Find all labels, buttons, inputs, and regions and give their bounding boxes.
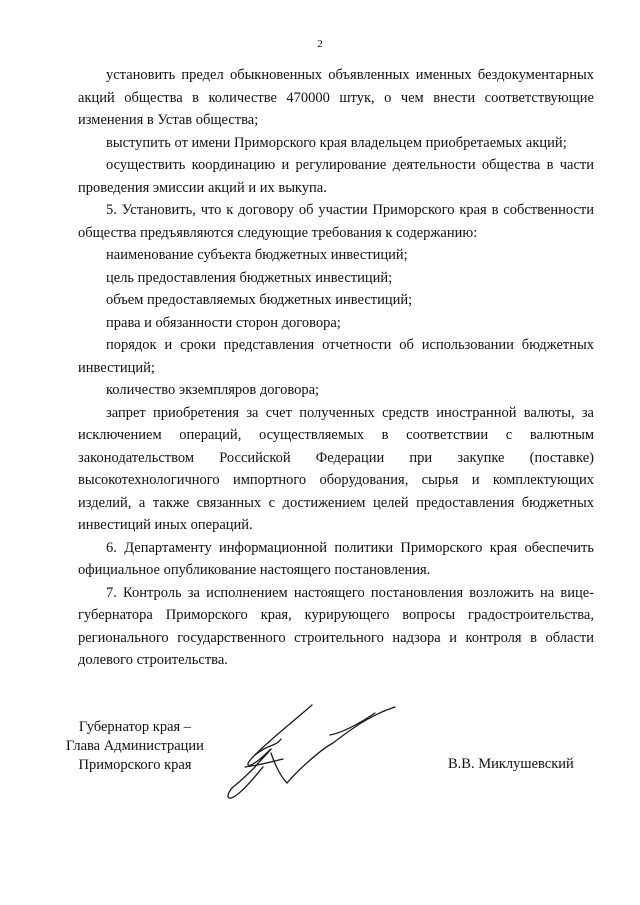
paragraph: порядок и сроки представления отчетности об использовании бюджетных инвестиций; (78, 337, 594, 376)
paragraph: наименование субъекта бюджетных инвестиций; (106, 247, 408, 263)
paragraph: права и обязанности сторон договора; (106, 314, 341, 331)
signer-title-line: Глава Администрации (66, 738, 204, 754)
signer-title-line: Губернатор края – (78, 719, 192, 735)
paragraph: количество экземпляров договора; (106, 382, 320, 398)
paragraph: 6. Департаменту информационной политики Приморского края обеспечить официальное опубликование настоящего постановления. (78, 539, 594, 578)
paragraph: цель предоставления бюджетных инвестиций; (106, 269, 393, 286)
signer-title (40, 718, 230, 775)
paragraph: объем предоставляемых бюджетных инвестиций; (106, 292, 413, 308)
paragraph: запрет приобретения за счет полученных средств иностранной валюты, за исключением операций, осуществляемых в соответствии с валютным законодательством Российской Федерации при закупке (поставке) высокотехнологичного импортного оборудования, сырья и комплектующих изделий, а также связанных с достижением целей предоставления бюджетных инвестиций иных операций. (78, 404, 594, 533)
signer-title-line: Приморского края (78, 757, 192, 773)
handwritten-signature (215, 695, 425, 805)
paragraph: выступить от имени Приморского края владельцем приобретаемых акций; (106, 134, 567, 151)
paragraph: осуществить координацию и регулирование деятельности общества в части проведения эмиссии акций и их выкупа. (78, 157, 594, 196)
paragraph: 5. Установить, что к договору об участии Приморского края в собственности общества предъявляются следующие требования к содержанию: (78, 202, 594, 241)
signer-name: В.В. Миклушевский (448, 756, 574, 772)
paragraph: 7. Контроль за исполнением настоящего постановления возложить на вице-губернатора Приморского края, курирующего вопросы градостроительства, регионального государственного строительного надзора и контроля в области долевого строительства. (78, 584, 594, 668)
page-number: 2 (317, 38, 323, 50)
paragraph: установить предел обыкновенных объявленных именных бездокументарных акций общества в количестве 470000 штук, о чем внести соответствующие изменения в Устав общества; (78, 67, 594, 128)
